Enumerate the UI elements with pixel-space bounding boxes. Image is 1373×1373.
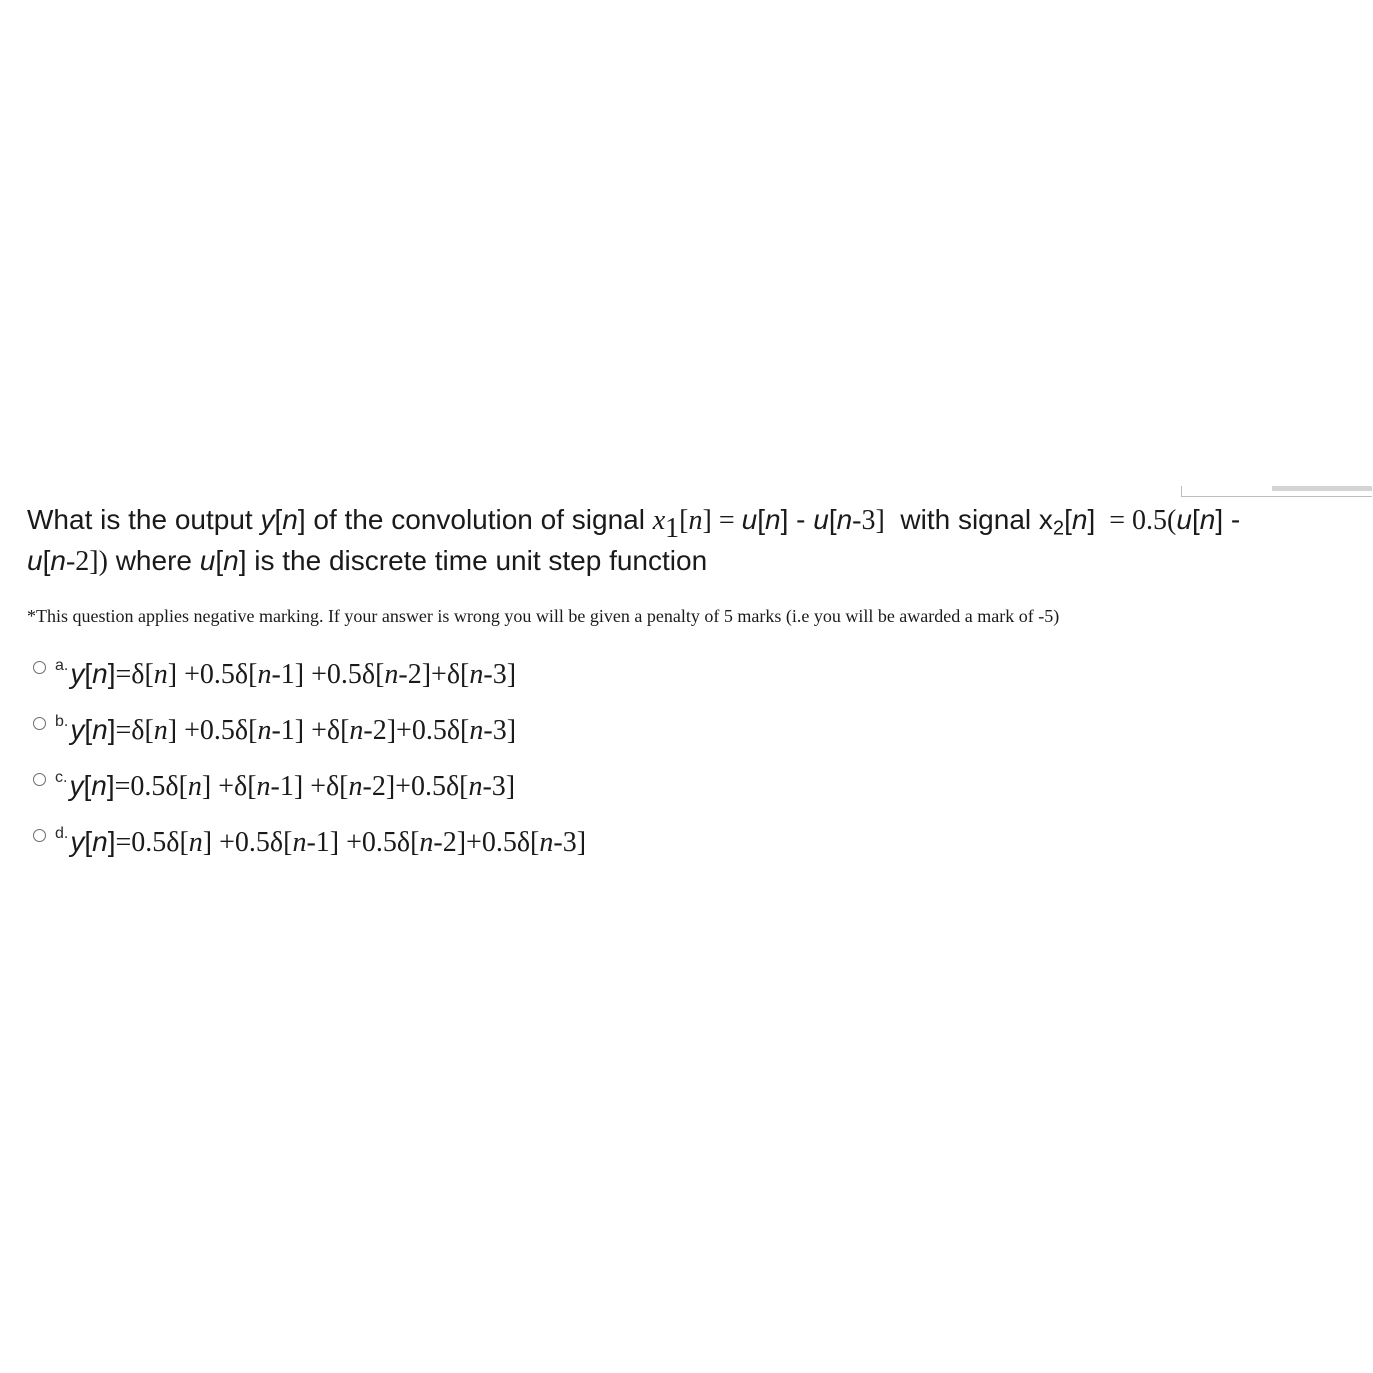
q-var-y: y (260, 504, 275, 535)
f-text: -1] +0.5δ[ (306, 826, 420, 858)
q-var-n: n (836, 504, 853, 535)
f-var-n: n (348, 770, 363, 802)
option-formula (70, 712, 516, 749)
f-text: ] (106, 769, 115, 801)
q-var-n: n (282, 504, 298, 535)
answer-options (33, 646, 586, 870)
f-text: -2]+0.5δ[ (433, 826, 540, 858)
q-sub: 1 (665, 512, 680, 544)
question-line-2 (27, 541, 1362, 582)
q-var-u: u (27, 545, 43, 576)
q-text: = 0.5( (1095, 505, 1177, 536)
f-var-y: y (69, 769, 84, 801)
q-text: ] = (702, 505, 742, 536)
option-letter: c. (55, 769, 68, 786)
f-var-n: n (92, 713, 108, 745)
option-formula (70, 824, 586, 861)
f-var-n: n (419, 826, 434, 858)
option-letter: d. (55, 825, 69, 842)
f-var-n: n (153, 658, 168, 690)
q-var-n: n (50, 545, 66, 576)
f-var-n: n (92, 825, 108, 857)
f-var-n: n (468, 770, 483, 802)
f-var-y: y (70, 825, 85, 857)
f-text: =0.5δ[ (115, 826, 189, 858)
radio-button[interactable] (33, 661, 46, 674)
q-text: ] (238, 545, 247, 576)
q-var-u: u (199, 545, 216, 576)
f-var-n: n (92, 657, 108, 689)
q-text: ] - (1215, 504, 1241, 535)
f-text: ] (107, 657, 116, 689)
q-text: is the discrete time unit step function (246, 545, 708, 576)
option-d[interactable] (33, 814, 586, 870)
q-var-n: n (1071, 504, 1088, 535)
q-var-u: u (813, 504, 829, 535)
f-text: [ (83, 769, 92, 801)
f-var-n: n (539, 826, 554, 858)
q-text: ] - (780, 504, 814, 535)
q-text: where (107, 545, 200, 576)
f-text: =δ[ (115, 714, 154, 746)
q-var-n: n (223, 545, 239, 576)
f-text: -1] +δ[ (271, 714, 350, 746)
f-text: [ (84, 713, 93, 745)
f-text: ] +0.5δ[ (167, 714, 258, 746)
option-formula (69, 768, 515, 805)
q-text: [ (274, 504, 283, 535)
f-text: ] (107, 825, 116, 857)
option-b[interactable] (33, 702, 586, 758)
f-text: -2]+δ[ (398, 658, 470, 690)
f-text: -3] (482, 770, 516, 802)
q-text: [ (1064, 504, 1072, 535)
q-var-n: n (1199, 504, 1216, 535)
f-text: =δ[ (115, 658, 154, 690)
q-text: -2]) (65, 546, 108, 577)
question-line-1 (27, 500, 1362, 544)
f-var-n: n (257, 658, 272, 690)
radio-button[interactable] (33, 717, 46, 730)
q-var-n: n (688, 505, 703, 536)
q-text: [ (757, 504, 765, 535)
option-letter: b. (55, 713, 69, 730)
f-var-y: y (70, 713, 85, 745)
option-formula (70, 656, 516, 693)
radio-button[interactable] (33, 829, 46, 842)
q-text: [ (42, 545, 51, 576)
f-text: -3] (483, 658, 517, 690)
f-var-n: n (188, 826, 203, 858)
f-var-n: n (292, 826, 307, 858)
q-text: of the convolution of signal (305, 504, 653, 535)
f-text: ] +0.5δ[ (167, 658, 258, 690)
q-text: -3] (852, 505, 885, 536)
q-var-u: u (741, 504, 758, 535)
decorative-bar (1272, 486, 1372, 491)
f-text: -3] (553, 826, 587, 858)
q-text: ] (1087, 504, 1096, 535)
f-var-n: n (91, 769, 107, 801)
f-text: ] +0.5δ[ (202, 826, 293, 858)
q-var-u: u (1176, 504, 1192, 535)
f-var-n: n (187, 770, 202, 802)
option-a[interactable] (33, 646, 586, 702)
q-text: [ (1191, 504, 1200, 535)
radio-button[interactable] (33, 773, 46, 786)
f-text: ] +δ[ (201, 770, 257, 802)
f-var-n: n (349, 714, 364, 746)
f-var-n: n (256, 770, 271, 802)
f-text: -3] (483, 714, 517, 746)
q-text: [ (828, 504, 837, 535)
f-text: -1] +δ[ (270, 770, 349, 802)
q-text: with signal x (884, 504, 1053, 535)
f-text: ] (107, 713, 116, 745)
question-text (27, 500, 1362, 582)
q-text: [ (679, 505, 689, 536)
q-text: What is the output (27, 504, 261, 535)
q-text: ] (297, 504, 306, 535)
q-sub: 2 (1052, 517, 1065, 540)
option-c[interactable] (33, 758, 586, 814)
q-var-x: x (652, 505, 666, 536)
f-var-n: n (153, 714, 168, 746)
f-text: [ (84, 825, 93, 857)
f-text: [ (84, 657, 93, 689)
negative-marking-note: *This question applies negative marking. If your answer is wrong you will be given a penalty of 5 marks (i.e you will be awarded a mark of -5) (27, 606, 1060, 626)
f-text: -2]+0.5δ[ (362, 770, 469, 802)
option-letter: a. (55, 657, 69, 674)
f-var-n: n (384, 658, 399, 690)
q-var-n: n (764, 504, 781, 535)
f-var-n: n (257, 714, 272, 746)
f-var-n: n (469, 714, 484, 746)
q-text: [ (215, 545, 224, 576)
f-text: -2]+0.5δ[ (363, 714, 470, 746)
f-text: -1] +0.5δ[ (271, 658, 385, 690)
f-var-y: y (70, 657, 85, 689)
f-text: =0.5δ[ (114, 770, 188, 802)
f-var-n: n (469, 658, 484, 690)
